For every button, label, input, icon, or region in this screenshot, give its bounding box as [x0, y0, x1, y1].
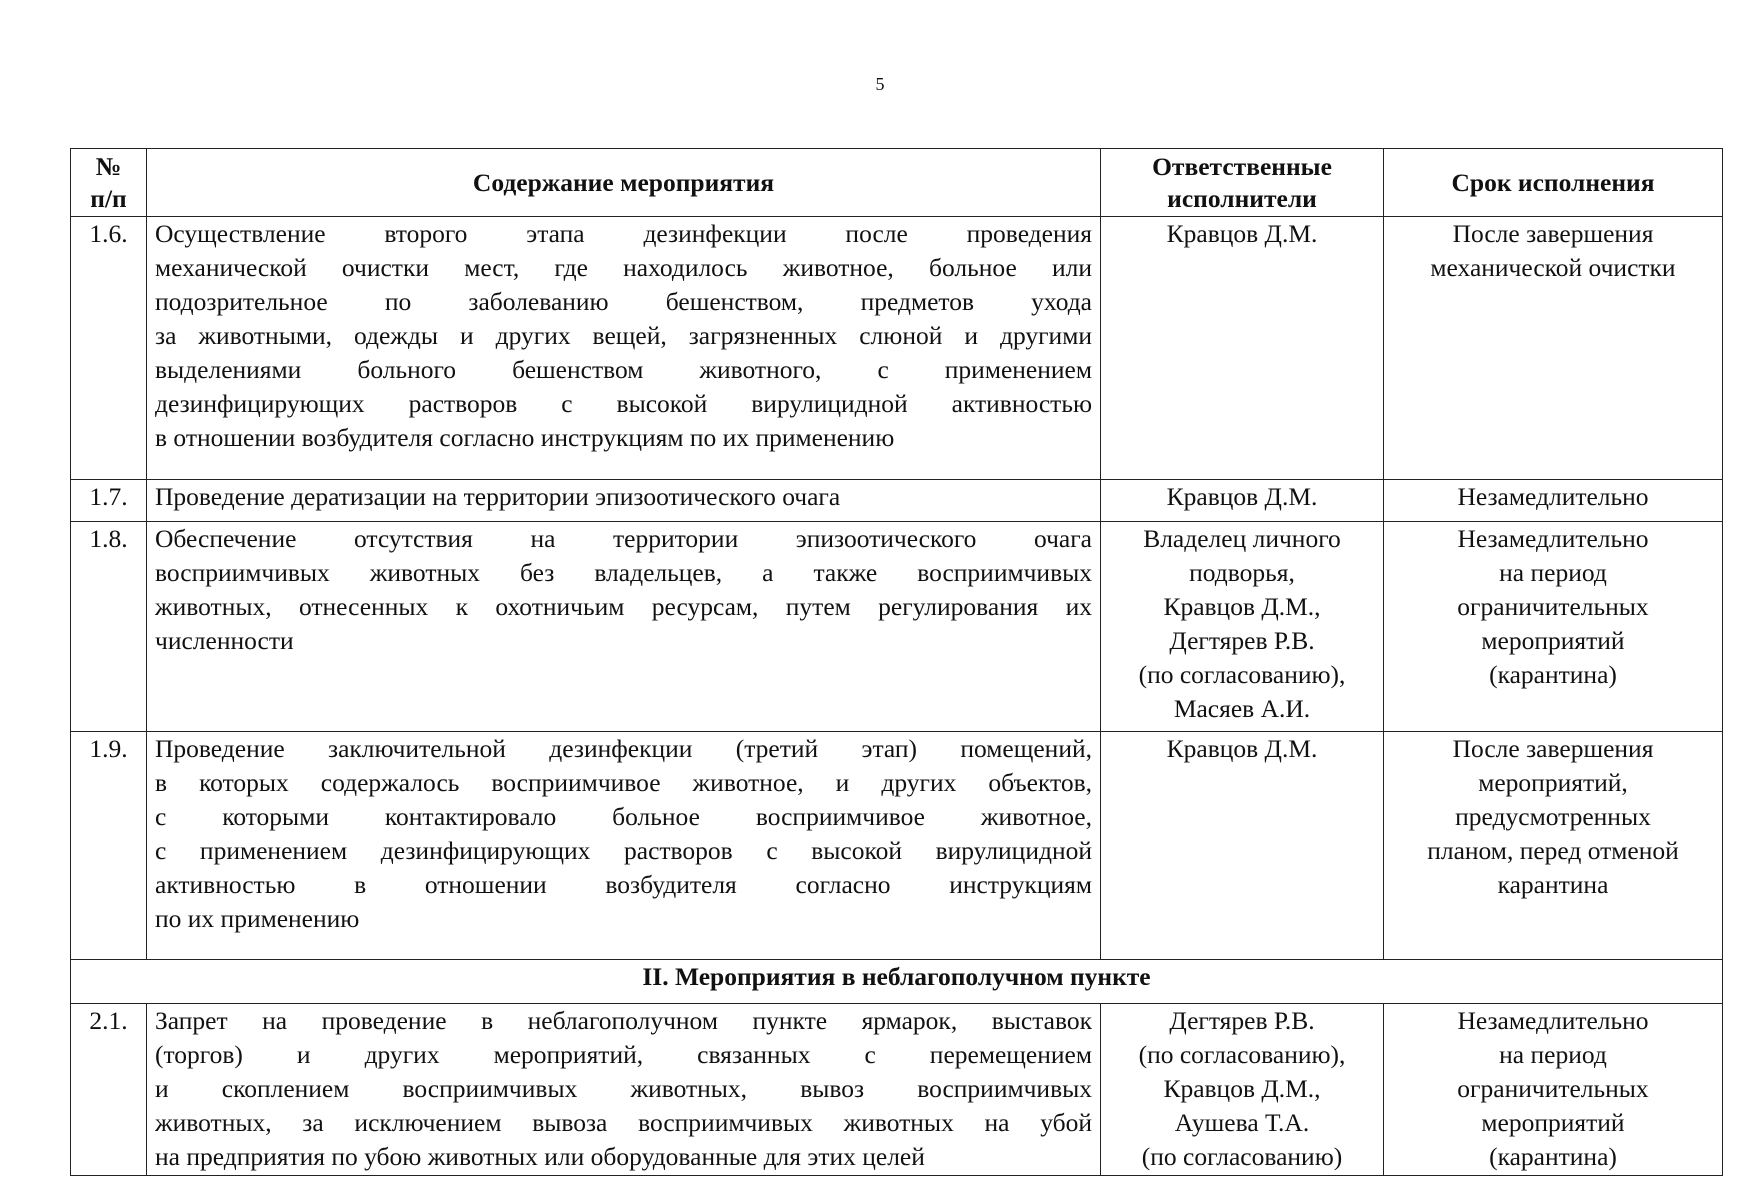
- row-number: 1.8.: [71, 522, 147, 732]
- content-line: в отношении возбудителя согласно инструкциям по их применению: [155, 423, 895, 452]
- row-responsible: [1101, 480, 1384, 522]
- header-number-line: №: [95, 151, 122, 181]
- measures-table: [70, 148, 1723, 1176]
- header-content: Содержание мероприятия: [147, 149, 1101, 217]
- content-line: животных, отнесенных к охотничьим ресурсам, путем регулирования их: [155, 592, 1092, 621]
- content-line: с применением дезинфицирующих растворов с высокой вирулицидной: [155, 836, 1092, 865]
- content-line: по их применению: [155, 904, 360, 933]
- cell-line: Незамедлительно: [1457, 524, 1649, 553]
- header-responsible-line: Ответственные: [1152, 151, 1332, 181]
- content-line: Обеспечение отсутствия на территории эпизоотического очага: [155, 524, 1092, 553]
- cell-line: на период: [1499, 1040, 1607, 1069]
- content-line: с которыми контактировало больное восприимчивое животное,: [155, 802, 1092, 831]
- cell-line: планом, перед отменой: [1427, 836, 1679, 865]
- cell-line: ограничительных: [1457, 592, 1649, 621]
- content-line: животных, за исключением вывоза восприимчивых животных на убой: [155, 1108, 1092, 1137]
- header-number-line: п/п: [90, 183, 127, 213]
- row-content: [147, 522, 1101, 732]
- row-responsible: [1101, 1004, 1384, 1176]
- cell-line: (карантина): [1489, 1142, 1617, 1171]
- section-title: II. Мероприятия в неблагополучном пункте: [71, 960, 1723, 1004]
- content-line: (торгов) и других мероприятий, связанных с перемещением: [155, 1040, 1092, 1069]
- cell-line: (по согласованию): [1141, 1142, 1343, 1171]
- header-number: [71, 149, 147, 217]
- cell-line: Кравцов Д.М.: [1166, 734, 1318, 763]
- content-line: активностью в отношении возбудителя согласно инструкциям: [155, 870, 1092, 899]
- content-line: подозрительное по заболеванию бешенством, предметов ухода: [155, 287, 1092, 316]
- header-responsible-line: исполнители: [1167, 183, 1317, 213]
- content-line: восприимчивых животных без владельцев, а также восприимчивых: [155, 558, 1092, 587]
- content-line: Проведение дератизации на территории эпизоотического очага: [155, 482, 841, 511]
- cell-line: После завершения: [1452, 734, 1654, 763]
- cell-line: Владелец личного: [1143, 524, 1341, 553]
- cell-line: Аушева Т.А.: [1174, 1108, 1310, 1137]
- row-responsible: [1101, 522, 1384, 732]
- row-deadline: [1384, 732, 1723, 960]
- content-line: выделениями больного бешенством животного, с применением: [155, 355, 1092, 384]
- section-heading-row: [71, 960, 1723, 1004]
- row-deadline: [1384, 217, 1723, 480]
- cell-line: Незамедлительно: [1457, 1006, 1649, 1035]
- cell-line: подворья,: [1189, 558, 1295, 587]
- page-number: 5: [875, 74, 885, 94]
- row-content: [147, 480, 1101, 522]
- cell-line: мероприятий: [1481, 1108, 1625, 1137]
- row-deadline: [1384, 480, 1723, 522]
- cell-line: Кравцов Д.М.,: [1163, 592, 1321, 621]
- row-number: 1.7.: [71, 480, 147, 522]
- content-line: численности: [155, 626, 294, 655]
- cell-line: Дегтярев Р.В.: [1169, 626, 1315, 655]
- content-line: Осуществление второго этапа дезинфекции после проведения: [155, 219, 1092, 248]
- header-deadline: Срок исполнения: [1384, 149, 1723, 217]
- cell-line: мероприятий,: [1478, 768, 1628, 797]
- row-content: [147, 1004, 1101, 1176]
- cell-line: Дегтярев Р.В.: [1169, 1006, 1315, 1035]
- cell-line: на период: [1499, 558, 1607, 587]
- table-row: [71, 522, 1723, 732]
- cell-line: мероприятий: [1481, 626, 1625, 655]
- row-number: 1.6.: [71, 217, 147, 480]
- row-content: [147, 732, 1101, 960]
- content-line: за животными, одежды и других вещей, загрязненных слюной и другими: [155, 321, 1092, 350]
- row-responsible: [1101, 217, 1384, 480]
- header-responsible: [1101, 149, 1384, 217]
- cell-line: Незамедлительно: [1457, 482, 1649, 511]
- table-row: [71, 217, 1723, 480]
- content-line: в которых содержалось восприимчивое животное, и других объектов,: [155, 768, 1092, 797]
- cell-line: карантина: [1497, 870, 1609, 899]
- row-number: 2.1.: [71, 1004, 147, 1176]
- table-header-row: [71, 149, 1723, 217]
- cell-line: Кравцов Д.М.,: [1163, 1074, 1321, 1103]
- cell-line: ограничительных: [1457, 1074, 1649, 1103]
- table-row: [71, 480, 1723, 522]
- row-deadline: [1384, 522, 1723, 732]
- row-content: [147, 217, 1101, 480]
- table-row: [71, 732, 1723, 960]
- content-line: дезинфицирующих растворов с высокой вирулицидной активностью: [155, 389, 1092, 418]
- cell-line: (карантина): [1489, 660, 1617, 689]
- content-line: Проведение заключительной дезинфекции (третий этап) помещений,: [155, 734, 1092, 763]
- cell-line: предусмотренных: [1455, 802, 1651, 831]
- cell-line: Кравцов Д.М.: [1166, 482, 1318, 511]
- row-deadline: [1384, 1004, 1723, 1176]
- cell-line: (по согласованию),: [1138, 660, 1346, 689]
- cell-line: механической очистки: [1430, 253, 1676, 282]
- cell-line: Кравцов Д.М.: [1166, 219, 1318, 248]
- content-line: Запрет на проведение в неблагополучном пункте ярмарок, выставок: [155, 1006, 1092, 1035]
- content-line: механической очистки мест, где находилось животное, больное или: [155, 253, 1092, 282]
- cell-line: (по согласованию),: [1138, 1040, 1346, 1069]
- content-line: на предприятия по убою животных или оборудованные для этих целей: [155, 1142, 925, 1171]
- row-number: 1.9.: [71, 732, 147, 960]
- cell-line: После завершения: [1452, 219, 1654, 248]
- cell-line: Масяев А.И.: [1173, 694, 1311, 723]
- row-responsible: [1101, 732, 1384, 960]
- content-line: и скоплением восприимчивых животных, вывоз восприимчивых: [155, 1074, 1092, 1103]
- table-row: [71, 1004, 1723, 1176]
